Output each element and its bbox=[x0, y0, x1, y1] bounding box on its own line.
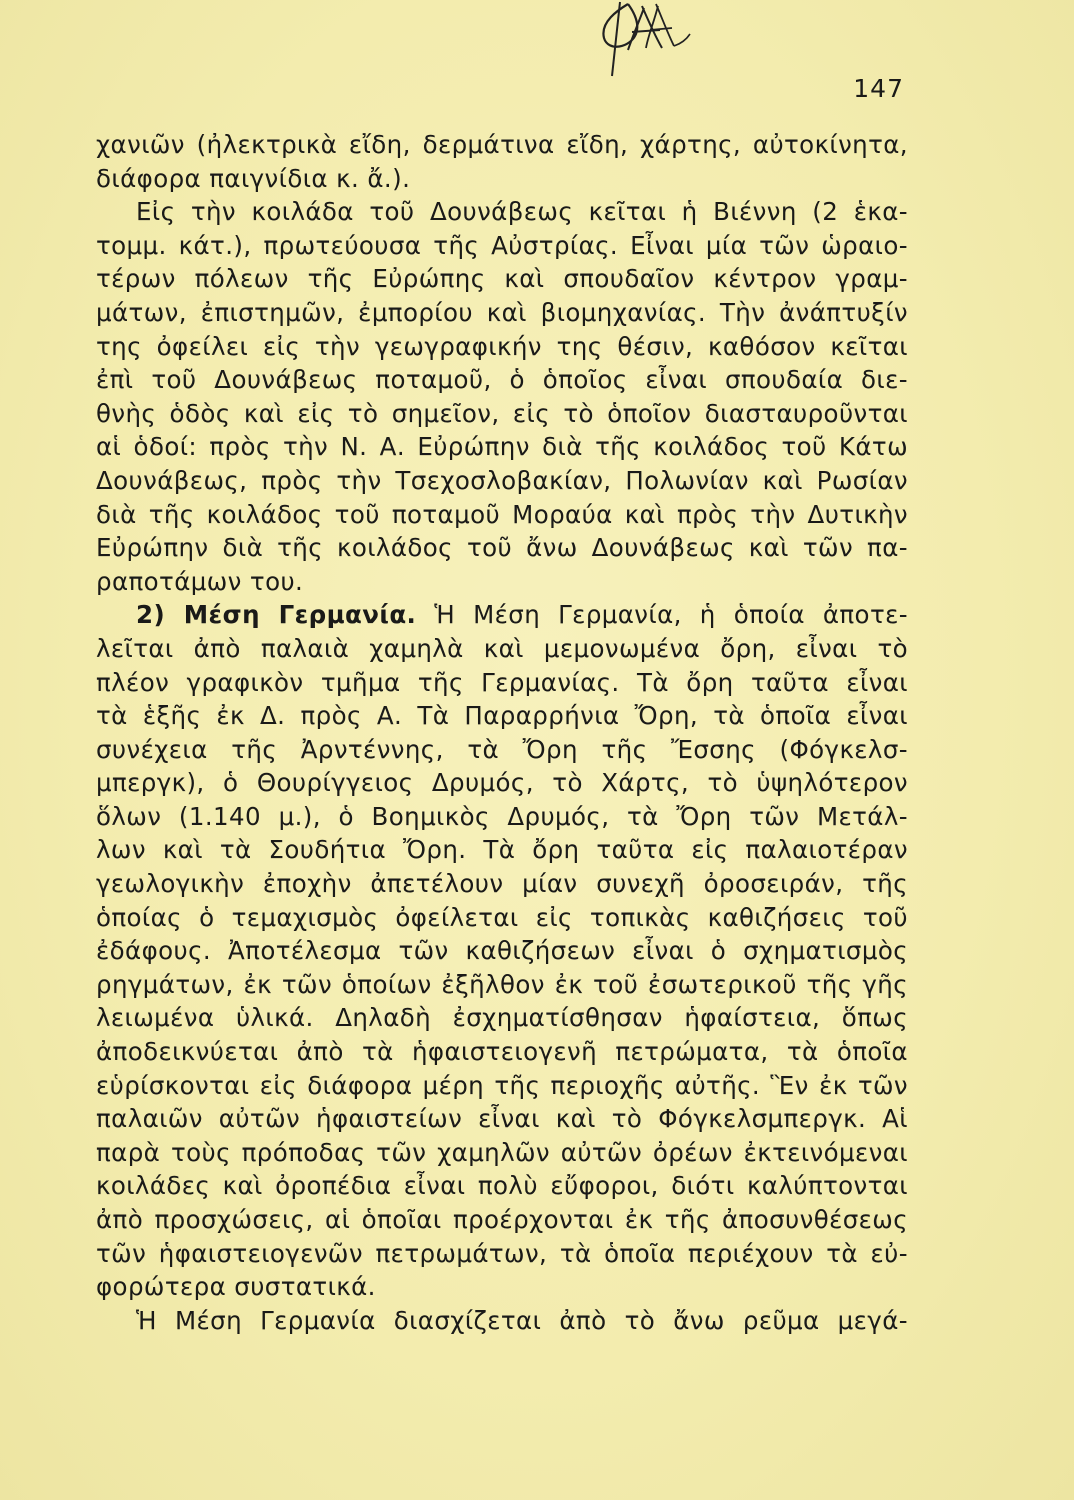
handwritten-initials-mark bbox=[570, 0, 700, 78]
text-line: ὅλων (1.140 μ.), ὁ Βοημικὸς Δρυμός, τὰ Ὄρη τῶν Μετάλ- bbox=[96, 801, 908, 831]
text-line: γεωλογικὴν ἐποχὴν ἀπετέλουν μίαν συνεχῆ ὀροσειράν, τῆς bbox=[96, 869, 908, 899]
text-line: παρὰ τοὺς πρόποδας τῶν χαμηλῶν αὐτῶν ὀρέων ἐκτεινόμεναι bbox=[96, 1137, 908, 1167]
text-line: της ὀφείλει εἰς τὴν γεωγραφικήν της θέσιν, καθόσον κεῖται bbox=[96, 331, 908, 361]
text-line: συνέχεια τῆς Ἀρντέννης, τὰ Ὄρη τῆς Ἔσσης (Φόγκελσ- bbox=[96, 734, 908, 764]
text-line: τὰ ἑξῆς ἐκ Δ. πρὸς Α. Τὰ Παραρρήνια Ὄρη, τὰ ὁποῖα εἶναι bbox=[96, 701, 908, 731]
text-line: ἐδάφους. Ἀποτέλεσμα τῶν καθιζήσεων εἶναι ὁ σχηματισμὸς bbox=[96, 936, 908, 966]
text-line: ρηγμάτων, ἐκ τῶν ὁποίων ἐξῆλθον ἐκ τοῦ ἐσωτερικοῦ τῆς γῆς bbox=[96, 969, 908, 999]
text-line: λειωμένα ὑλικά. Δηλαδὴ ἐσχηματίσθησαν ἡφαίστεια, ὅπως bbox=[96, 1003, 908, 1033]
text-line: λων καὶ τὰ Σουδήτια Ὄρη. Τὰ ὄρη ταῦτα εἰς παλαιοτέραν bbox=[96, 835, 908, 865]
text-line: εὑρίσκονται εἰς διάφορα μέρη τῆς περιοχῆς αὐτῆς. Ἓν ἐκ τῶν bbox=[96, 1070, 908, 1100]
text-line: θνὴς ὁδὸς καὶ εἰς τὸ σημεῖον, εἰς τὸ ὁποῖον διασταυροῦνται bbox=[96, 398, 908, 428]
text-line-remainder: Ἡ Μέση Γερμανία, ἡ ὁποία ἀποτε- bbox=[434, 600, 908, 630]
text-line: κοιλάδες καὶ ὀροπέδια εἶναι πολὺ εὔφοροι, διότι καλύπτονται bbox=[96, 1171, 908, 1201]
text-line: αἱ ὁδοί: πρὸς τὴν Ν. Α. Εὐρώπην διὰ τῆς κοιλάδος τοῦ Κάτω bbox=[96, 432, 908, 462]
text-line: τομμ. κάτ.), πρωτεύουσα τῆς Αὐστρίας. Εἶναι μία τῶν ὡραιο- bbox=[96, 230, 908, 260]
text-line: μάτων, ἐπιστημῶν, ἐμπορίου καὶ βιομηχανίας. Τὴν ἀνάπτυξίν bbox=[96, 297, 908, 327]
text-line: φορώτερα συστατικά. bbox=[96, 1272, 376, 1302]
page-number: 147 bbox=[853, 74, 904, 103]
text-line: ραποτάμων του. bbox=[96, 566, 304, 596]
text-line: πλέον γραφικὸν τμῆμα τῆς Γερμανίας. Τὰ ὄρη ταῦτα εἶναι bbox=[96, 667, 908, 697]
text-line: λεῖται ἀπὸ παλαιὰ χαμηλὰ καὶ μεμονωμένα ὄρη, εἶναι τὸ bbox=[96, 633, 908, 663]
text-line: ἀποδεικνύεται ἀπὸ τὰ ἡφαιστειογενῆ πετρώματα, τὰ ὁποῖα bbox=[96, 1037, 908, 1067]
text-line: Δουνάβεως, πρὸς τὴν Τσεχοσλοβακίαν, Πολωνίαν καὶ Ρωσίαν bbox=[96, 465, 908, 495]
text-line: τέρων πόλεων τῆς Εὐρώπης καὶ σπουδαῖον κέντρον γραμ- bbox=[96, 264, 908, 294]
text-line: παλαιῶν αὐτῶν ἡφαιστείων εἶναι καὶ τὸ Φόγκελσμπεργκ. Αἱ bbox=[96, 1104, 908, 1134]
text-line: τῶν ἡφαιστειογενῶν πετρωμάτων, τὰ ὁποῖα περιέχουν τὰ εὐ- bbox=[96, 1238, 908, 1268]
section-heading-line bbox=[96, 598, 908, 632]
text-line: μπεργκ), ὁ Θουρίγγειος Δρυμός, τὸ Χάρτς, τὸ ὑψηλότερον bbox=[96, 768, 908, 798]
text-line: χανιῶν (ἠλεκτρικὰ εἴδη, δερμάτινα εἴδη, χάρτης, αὐτοκίνητα, bbox=[96, 130, 908, 159]
text-line: Εὐρώπην διὰ τῆς κοιλάδος τοῦ ἄνω Δουνάβεως καὶ τῶν πα- bbox=[96, 533, 908, 563]
text-line: ἐπὶ τοῦ Δουνάβεως ποταμοῦ, ὁ ὁποῖος εἶναι σπουδαία διε- bbox=[96, 365, 908, 395]
text-line: Ἡ Μέση Γερμανία διασχίζεται ἀπὸ τὸ ἄνω ρεῦμα μεγά- bbox=[136, 1305, 908, 1335]
text-line: ὁποίας ὁ τεμαχισμὸς ὀφείλεται εἰς τοπικὰς καθιζήσεις τοῦ bbox=[96, 902, 908, 932]
body-text bbox=[96, 128, 908, 1337]
text-line: ἀπὸ προσχώσεις, αἱ ὁποῖαι προέρχονται ἐκ τῆς ἀποσυνθέσεως bbox=[96, 1205, 908, 1234]
text-line: Εἰς τὴν κοιλάδα τοῦ Δουνάβεως κεῖται ἡ Βιέννη (2 ἑκα- bbox=[136, 197, 908, 227]
text-line: διὰ τῆς κοιλάδος τοῦ ποταμοῦ Μοραύα καὶ πρὸς τὴν Δυτικὴν bbox=[96, 499, 908, 529]
section-heading: 2) Μέση Γερμανία. bbox=[136, 600, 417, 630]
text-line: διάφορα παιγνίδια κ. ἄ.). bbox=[96, 163, 411, 193]
